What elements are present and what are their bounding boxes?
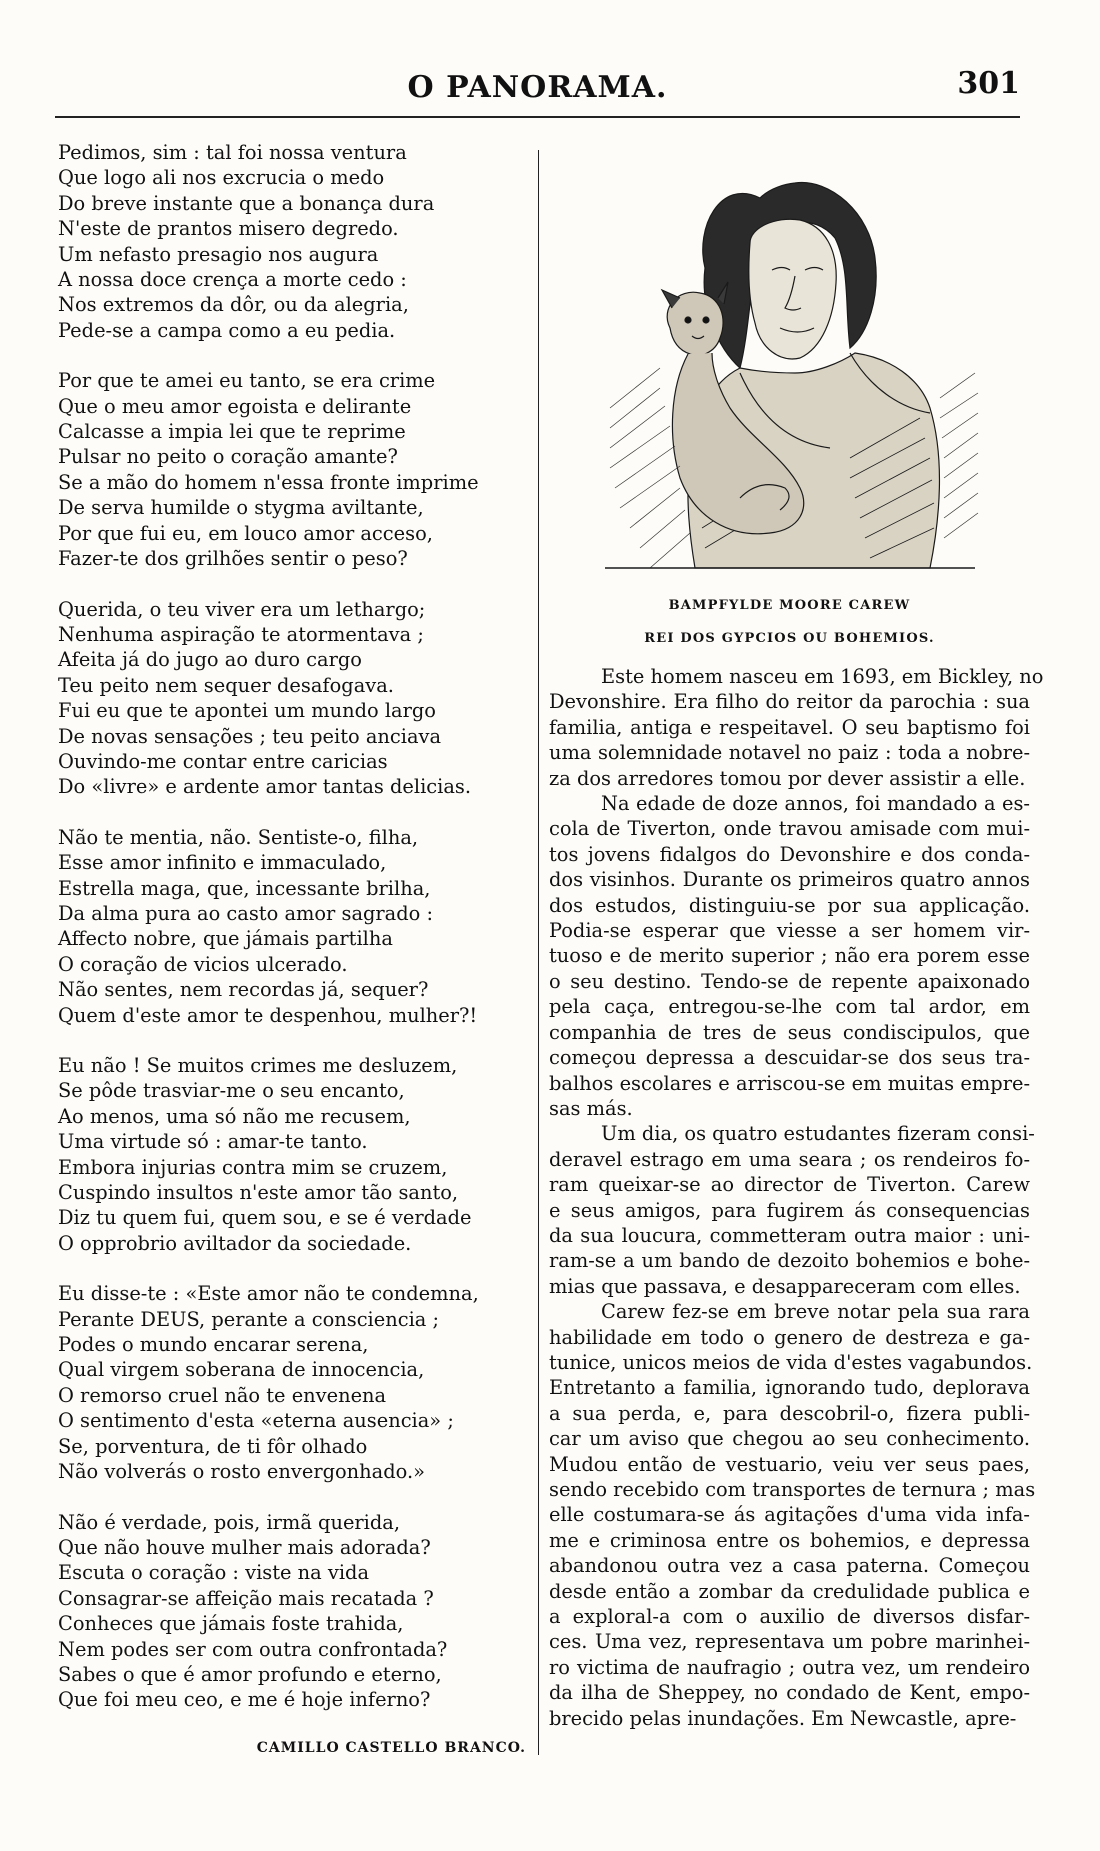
- poem-stanza: [58, 825, 528, 1028]
- poem-line: Da alma pura ao casto amor sagrado :: [58, 901, 434, 925]
- poem-line: Sabes o que é amor profundo e eterno,: [58, 1662, 442, 1686]
- article-line: da sua loucura, commetteram outra maior : uni-: [549, 1223, 1030, 1247]
- article-line: Podia-se esperar que viesse a ser homem vir-: [549, 919, 1030, 943]
- poem-line: Podes o mundo encarar serena,: [58, 1333, 369, 1357]
- journal-title: O PANORAMA.: [407, 70, 668, 105]
- poem-line: Não te mentia, não. Sentiste-o, filha,: [58, 825, 419, 849]
- article-line: Um dia, os quatro estudantes fizeram consi-: [601, 1122, 1035, 1146]
- page-header: [55, 58, 1020, 118]
- poem-line: Embora injurias contra mim se cruzem,: [58, 1155, 448, 1179]
- article-line: Carew fez-se em breve notar pela sua rara: [601, 1300, 1030, 1324]
- illustration-caption: BAMPFYLDE MOORE CAREW: [668, 598, 911, 613]
- poem-stanza: [58, 368, 528, 571]
- illustration-subcaption: REI DOS GYPCIOS OU BOHEMIOS.: [644, 631, 935, 646]
- article-line: pela caça, entregou-se-lhe com tal ardor, em: [549, 995, 1030, 1019]
- article-line: Entretanto a familia, ignorando tudo, deplorava: [549, 1376, 1030, 1400]
- poem-line: Pedimos, sim : tal foi nossa ventura: [58, 141, 407, 164]
- poem-line: Por que te amei eu tanto, se era crime: [58, 369, 436, 393]
- poem-line: Qual virgem soberana de innocencia,: [58, 1358, 425, 1382]
- poem-line: Esse amor infinito e immaculado,: [58, 851, 387, 875]
- poem-line: Nos extremos da dôr, ou da alegria,: [58, 293, 409, 317]
- poem-line: Nenhuma aspiração te atormentava ;: [58, 622, 424, 646]
- article-line: companhia de tres de seus condiscipulos, que: [549, 1020, 1030, 1044]
- poem-line: O coração de vicios ulcerado.: [58, 952, 348, 976]
- poem-line: Eu disse-te : «Este amor não te condemna,: [58, 1282, 479, 1306]
- poem-line: Do «livre» e ardente amor tantas delicias.: [58, 775, 472, 799]
- article-paragraph: [549, 1299, 1036, 1731]
- poem-line: Se pôde trasviar-me o seu encanto,: [58, 1079, 405, 1103]
- poem-line: Fui eu que te apontei um mundo largo: [58, 699, 436, 723]
- article-paragraph: [549, 1121, 1035, 1299]
- poem-line: Por que fui eu, em louco amor acceso,: [58, 521, 433, 545]
- poem-line: Um nefasto presagio nos augura: [58, 242, 379, 266]
- article-line: tunice, unicos meios de vida d'estes vagabundos.: [549, 1350, 1033, 1374]
- poem-line: Cuspindo insultos n'este amor tão santo,: [58, 1181, 459, 1205]
- article-line: ro victima de naufragio ; outra vez, um rendeiro: [549, 1655, 1030, 1679]
- poem-line: Diz tu quem fui, quem sou, e se é verdade: [58, 1206, 472, 1230]
- article-line: balhos escolares e arriscou-se em muitas empre-: [549, 1071, 1030, 1095]
- poem-line: De novas sensações ; teu peito anciava: [58, 724, 442, 748]
- poem-column: [58, 140, 528, 1761]
- poem-line: Perante DEUS, perante a consciencia ;: [58, 1307, 440, 1331]
- poem-line: De serva humilde o stygma aviltante,: [58, 496, 424, 520]
- poem-line: Calcasse a impia lei que te reprime: [58, 420, 406, 444]
- article-column: [549, 158, 1044, 1731]
- poem-line: Nem podes ser com outra confrontada?: [58, 1637, 448, 1661]
- poem-line: Se a mão do homem n'essa fronte imprime: [58, 470, 479, 494]
- article-line: desde então a zombar da credulidade publica e: [549, 1579, 1030, 1603]
- poem-line: Consagrar-se affeição mais recatada ?: [58, 1586, 434, 1610]
- article-line: ram queixar-se ao director de Tiverton. Carew: [549, 1173, 1030, 1197]
- article-paragraph: [549, 791, 1030, 1121]
- article-line: ram-se a um bando de dezoito bohemios e bohe-: [549, 1249, 1030, 1273]
- article-body: [549, 664, 1044, 1731]
- poem-line: Eu não ! Se muitos crimes me desluzem,: [58, 1054, 458, 1077]
- portrait-engraving-icon: [600, 158, 980, 578]
- column-divider: [538, 150, 539, 1755]
- poem-line: Uma virtude só : amar-te tanto.: [58, 1130, 368, 1154]
- poem-stanza: [58, 1510, 528, 1713]
- article-line: Devonshire. Era filho do reitor da parochia : sua: [549, 690, 1030, 714]
- poem-line: Fazer-te dos grilhões sentir o peso?: [58, 547, 408, 571]
- poem-line: Que foi meu ceo, e me é hoje inferno?: [58, 1688, 431, 1712]
- article-line: Mudou então de vestuario, veiu ver seus paes,: [549, 1452, 1030, 1476]
- poem-line: Quem d'este amor te despenhou, mulher?!: [58, 1003, 478, 1027]
- poem-signature: CAMILLO CASTELLO BRANCO.: [256, 1739, 526, 1756]
- poem-line: O sentimento d'esta «eterna ausencia» ;: [58, 1409, 454, 1433]
- article-line: me e criminosa entre os bohemios, e depressa: [549, 1528, 1030, 1552]
- article-line: sas más.: [549, 1096, 633, 1120]
- article-line: a sua perda, e, para descobril-o, fizera publi-: [549, 1401, 1030, 1425]
- poem-line: A nossa doce crença a morte cedo :: [58, 268, 407, 292]
- poem-line: Conheces que jámais foste trahida,: [58, 1612, 404, 1636]
- article-line: za dos arredores tomou por dever assistir a elle.: [549, 766, 1026, 790]
- article-line: o seu destino. Tendo-se de repente apaixonado: [549, 969, 1030, 993]
- poem-stanza: [58, 1281, 528, 1484]
- poem-line: Querida, o teu viver era um lethargo;: [58, 597, 426, 621]
- article-line: sendo recebido com transportes de ternura ; mas: [549, 1478, 1036, 1501]
- article-line: dos estudos, distinguiu-se por sua applicação.: [549, 893, 1030, 917]
- article-line: ces. Uma vez, representava um pobre marinhei-: [549, 1630, 1030, 1654]
- poem-line: Ouvindo-me contar entre caricias: [58, 749, 388, 773]
- poem-line: Não volverás o rosto envergonhado.»: [58, 1460, 425, 1484]
- poem-line: Ao menos, uma só não me recusem,: [58, 1104, 411, 1128]
- poem-line: O remorso cruel não te envenena: [58, 1383, 387, 1407]
- poem-stanza: [58, 140, 528, 343]
- article-line: car um aviso que chegou ao seu conhecimento.: [549, 1427, 1030, 1451]
- article-line: dos visinhos. Durante os primeiros quatro annos: [549, 868, 1030, 892]
- article-paragraph: [549, 664, 1044, 791]
- article-line: da ilha de Sheppey, no condado de Kent, empo-: [549, 1681, 1030, 1705]
- article-line: Este homem nasceu em 1693, em Bickley, no: [601, 665, 1044, 688]
- article-line: Na edade de doze annos, foi mandado a es-: [601, 792, 1030, 816]
- article-line: tuoso e de merito superior ; não era porem esse: [549, 944, 1030, 968]
- poem-line: Que não houve mulher mais adorada?: [58, 1535, 431, 1559]
- poem: [58, 140, 528, 1713]
- poem-line: Teu peito nem sequer desafogava.: [58, 673, 394, 697]
- poem-line: Affecto nobre, que jámais partilha: [58, 927, 393, 951]
- poem-line: Escuta o coração : viste na vida: [58, 1561, 370, 1585]
- poem-line: Do breve instante que a bonança dura: [58, 191, 435, 215]
- page-number: 301: [957, 66, 1020, 101]
- poem-stanza: [58, 597, 528, 800]
- poem-line: Não sentes, nem recordas já, sequer?: [58, 978, 429, 1002]
- poem-stanza: [58, 1053, 528, 1256]
- poem-line: Não é verdade, pois, irmã querida,: [58, 1510, 401, 1534]
- poem-line: Se, porventura, de ti fôr olhado: [58, 1434, 368, 1458]
- article-line: deravel estrago em uma seara ; os rendeiros fo-: [549, 1147, 1030, 1171]
- poem-line: Que o meu amor egoista e delirante: [58, 394, 412, 418]
- article-line: brecido pelas inundações. Em Newcastle, apre-: [549, 1706, 1017, 1730]
- article-line: elle costumara-se ás agitações d'uma vida infa-: [549, 1503, 1030, 1527]
- poem-line: Afeita já do jugo ao duro cargo: [58, 648, 362, 672]
- article-line: e seus amigos, para fugirem ás consequencias: [549, 1198, 1030, 1222]
- article-line: começou depressa a descuidar-se dos seus tra-: [549, 1046, 1030, 1070]
- article-line: familia, antiga e respeitavel. O seu baptismo foi: [549, 715, 1030, 739]
- article-line: cola de Tiverton, onde travou amisade com mui-: [549, 817, 1030, 841]
- poem-line: O opprobrio aviltador da sociedade.: [58, 1231, 412, 1255]
- header-rule: [55, 116, 1020, 118]
- article-line: habilidade em todo o genero de destreza e ga-: [549, 1325, 1030, 1349]
- poem-line: Pede-se a campa como a eu pedia.: [58, 318, 396, 342]
- poem-line: N'este de prantos misero degredo.: [58, 217, 399, 241]
- article-line: mias que passava, e desappareceram com elles.: [549, 1274, 1021, 1298]
- poem-line: Que logo ali nos excrucia o medo: [58, 166, 385, 190]
- poem-line: Pulsar no peito o coração amante?: [58, 445, 398, 469]
- poem-line: Estrella maga, que, incessante brilha,: [58, 876, 431, 900]
- article-line: uma solemnidade notavel no paiz : toda a nobre-: [549, 741, 1030, 765]
- article-line: tos jovens fidalgos do Devonshire e dos conda-: [549, 842, 1030, 866]
- article-line: abandonou outra vez a casa paterna. Começou: [549, 1554, 1030, 1578]
- article-line: a exploral-a com o auxilio de diversos disfar-: [549, 1605, 1030, 1629]
